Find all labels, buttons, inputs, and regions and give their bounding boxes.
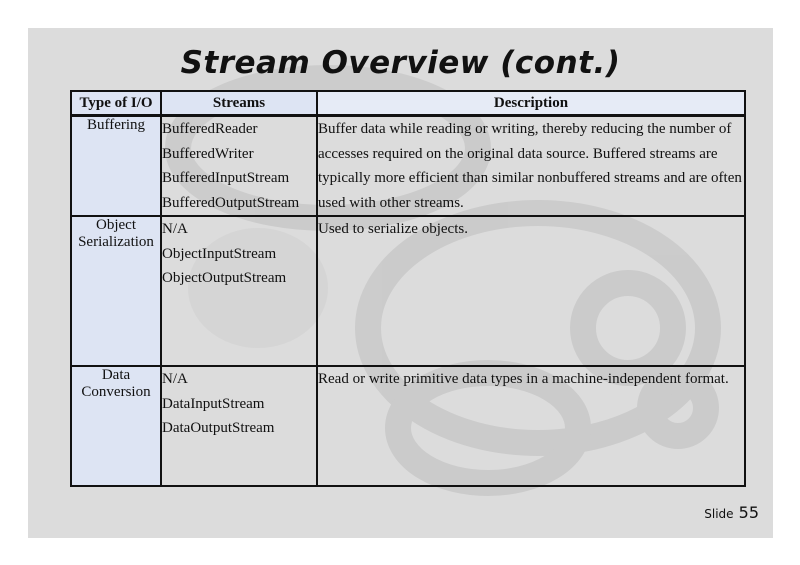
- streams-cell: [161, 116, 317, 217]
- streams-cell: [161, 216, 317, 366]
- description-text: Read or write primitive data types in a machine-independent format.: [318, 371, 729, 387]
- description-text: Buffer data while reading or writing, thereby reducing the number of accesses required on the original data source. Buffered streams are typically more efficient than similar nonbuffered streams and are often used with other streams.: [318, 121, 742, 211]
- table-header-row: [71, 91, 745, 116]
- streams-cell: [161, 366, 317, 486]
- stream-name: ObjectOutputStream: [162, 270, 287, 286]
- type-cell: Buffering: [71, 116, 161, 217]
- description-text: Used to serialize objects.: [318, 221, 468, 237]
- table-row: [71, 366, 745, 486]
- stream-name: BufferedInputStream: [162, 170, 290, 186]
- stream-name: DataOutputStream: [162, 420, 275, 436]
- stream-name: BufferedWriter: [162, 145, 254, 162]
- stream-name: ObjectInputStream: [162, 245, 277, 262]
- type-cell: Data Conversion: [71, 366, 161, 486]
- streams-table: [70, 90, 746, 487]
- description-cell: [317, 366, 745, 486]
- stream-name: BufferedReader: [162, 121, 258, 137]
- stream-name: N/A: [162, 221, 188, 237]
- slide-title: Stream Overview (cont.): [180, 45, 621, 81]
- header-description: Description: [317, 91, 745, 116]
- type-cell: Object Serialization: [71, 216, 161, 366]
- slide-label: Slide: [704, 507, 734, 521]
- description-cell: [317, 116, 745, 217]
- slide-number: [704, 503, 759, 522]
- table-row: [71, 116, 745, 217]
- description-cell: [317, 216, 745, 366]
- slide: [28, 28, 773, 538]
- stream-name: N/A: [162, 371, 188, 387]
- stream-name: DataInputStream: [162, 395, 265, 412]
- stream-name: BufferedOutputStream: [162, 194, 300, 211]
- header-type: Type of I/O: [71, 91, 161, 116]
- slide-number-value: 55: [738, 503, 759, 522]
- header-streams: Streams: [161, 91, 317, 116]
- table-row: [71, 216, 745, 366]
